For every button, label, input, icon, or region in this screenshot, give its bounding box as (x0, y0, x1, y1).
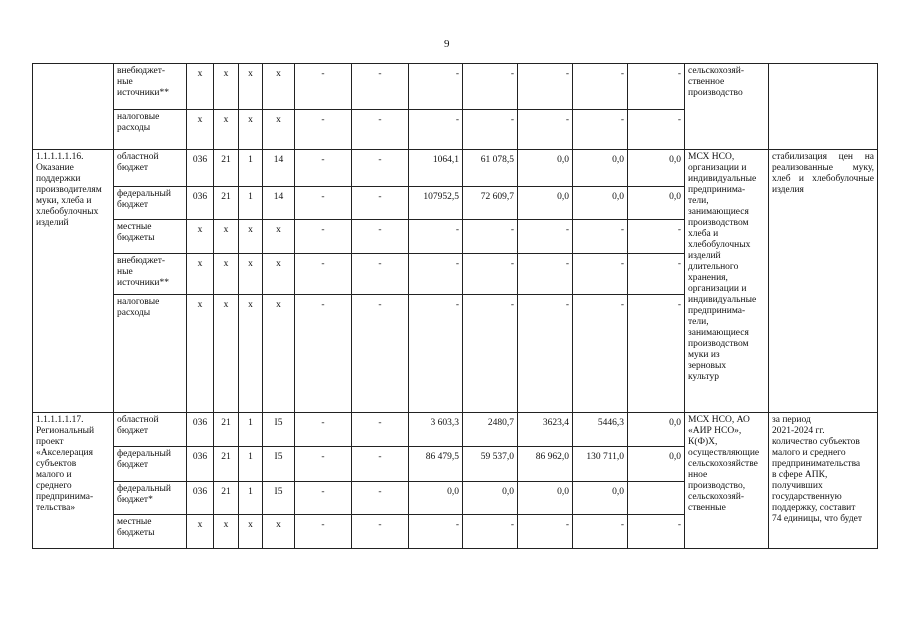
result-cell (769, 64, 878, 150)
value-cell-rz: 21 (214, 150, 239, 187)
value-cell-grbs: 036 (187, 187, 214, 220)
value-cell-v4: 72 609,7 (463, 187, 518, 220)
value-cell-v2: - (352, 220, 409, 254)
value-cell-v2: - (352, 447, 409, 482)
value-cell-v7: - (628, 295, 685, 413)
value-cell-v7: - (628, 220, 685, 254)
value-cell-v7: 0,0 (628, 150, 685, 187)
value-cell-csr: I5 (263, 447, 295, 482)
value-cell-v5: - (518, 110, 573, 150)
value-cell-pr: 1 (239, 413, 263, 447)
funding-source-cell: областной бюджет (114, 150, 187, 187)
value-cell-v7 (628, 482, 685, 515)
value-cell-v2: - (352, 254, 409, 295)
value-cell-v6: 130 711,0 (573, 447, 628, 482)
value-cell-v2: - (352, 64, 409, 110)
value-cell-v4: - (463, 110, 518, 150)
table-row (33, 64, 878, 110)
value-cell-v6: 0,0 (573, 187, 628, 220)
value-cell-grbs: x (187, 295, 214, 413)
value-cell-v1: - (295, 482, 352, 515)
value-cell-v2: - (352, 150, 409, 187)
value-cell-grbs: x (187, 220, 214, 254)
funding-source-cell: налоговые расходы (114, 110, 187, 150)
value-cell-v4: - (463, 254, 518, 295)
value-cell-v7: 0,0 (628, 447, 685, 482)
value-cell-v5: - (518, 515, 573, 549)
value-cell-v1: - (295, 413, 352, 447)
value-cell-csr: x (263, 295, 295, 413)
value-cell-v1: - (295, 150, 352, 187)
value-cell-v3: 107952,5 (409, 187, 463, 220)
event-name-cell: 1.1.1.1.1.16. Оказание поддержки производителям муки, хлеба и хлебобулочных изделий (33, 150, 114, 413)
value-cell-csr: x (263, 110, 295, 150)
value-cell-v1: - (295, 187, 352, 220)
value-cell-grbs: x (187, 110, 214, 150)
value-cell-rz: 21 (214, 447, 239, 482)
value-cell-pr: 1 (239, 482, 263, 515)
value-cell-v7: - (628, 110, 685, 150)
value-cell-csr: x (263, 220, 295, 254)
value-cell-grbs: x (187, 515, 214, 549)
result-cell: стабилизация цен на реализованные муку, хлеб и хлебобулочные изделия (769, 150, 878, 413)
value-cell-pr: 1 (239, 187, 263, 220)
table-row (33, 413, 878, 447)
value-cell-rz: x (214, 220, 239, 254)
value-cell-v4: 2480,7 (463, 413, 518, 447)
value-cell-v6: - (573, 254, 628, 295)
funding-source-cell: областной бюджет (114, 413, 187, 447)
value-cell-pr: x (239, 254, 263, 295)
value-cell-pr: 1 (239, 447, 263, 482)
value-cell-v6: - (573, 295, 628, 413)
value-cell-rz: 21 (214, 187, 239, 220)
value-cell-rz: 21 (214, 413, 239, 447)
value-cell-v7: - (628, 515, 685, 549)
value-cell-v6: 5446,3 (573, 413, 628, 447)
value-cell-rz: x (214, 515, 239, 549)
value-cell-v3: 86 479,5 (409, 447, 463, 482)
value-cell-rz: x (214, 110, 239, 150)
value-cell-v5: - (518, 295, 573, 413)
value-cell-v2: - (352, 482, 409, 515)
value-cell-v4: - (463, 515, 518, 549)
executor-cell: МСХ НСО, организации и индивидуальные предпринима- тели, занимающиеся производством хлеба и хлебобулочных изделий длительного хранения, организации и индивидуальные предпринима- тели, занимающиеся производством муки из зерновых культур (685, 150, 769, 413)
value-cell-v4: - (463, 220, 518, 254)
funding-source-cell: местные бюджеты (114, 515, 187, 549)
funding-source-cell: федеральный бюджет* (114, 482, 187, 515)
executor-cell: МСХ НСО, АО «АИР НСО», К(Ф)Х, осуществляющие сельскохозяйстве нное производство, сельскохозяй- ственные (685, 413, 769, 549)
value-cell-grbs: 036 (187, 413, 214, 447)
value-cell-v1: - (295, 295, 352, 413)
value-cell-rz: x (214, 64, 239, 110)
value-cell-v7: - (628, 254, 685, 295)
value-cell-csr: 14 (263, 187, 295, 220)
value-cell-csr: I5 (263, 482, 295, 515)
value-cell-v3: 0,0 (409, 482, 463, 515)
event-name-cell: 1.1.1.1.1.17. Региональный проект «Акселерация субъектов малого и среднего предпринима- тельства» (33, 413, 114, 549)
value-cell-v2: - (352, 413, 409, 447)
value-cell-v5: - (518, 254, 573, 295)
value-cell-v6: - (573, 220, 628, 254)
value-cell-csr: x (263, 64, 295, 110)
value-cell-grbs: 036 (187, 150, 214, 187)
value-cell-pr: x (239, 64, 263, 110)
value-cell-v1: - (295, 64, 352, 110)
result-cell: за период 2021-2024 гг. количество субъектов малого и среднего предпринимательства в сфере АПК, получивших государственную поддержку, составит 74 единицы, что будет (769, 413, 878, 549)
value-cell-pr: x (239, 110, 263, 150)
value-cell-v1: - (295, 515, 352, 549)
value-cell-pr: x (239, 220, 263, 254)
value-cell-v2: - (352, 515, 409, 549)
value-cell-v7: - (628, 64, 685, 110)
value-cell-v6: - (573, 110, 628, 150)
value-cell-grbs: x (187, 254, 214, 295)
value-cell-v2: - (352, 110, 409, 150)
value-cell-v3: - (409, 220, 463, 254)
value-cell-v6: 0,0 (573, 482, 628, 515)
value-cell-v3: - (409, 110, 463, 150)
page-number: 9 (444, 38, 450, 50)
value-cell-v7: 0,0 (628, 187, 685, 220)
value-cell-v4: - (463, 64, 518, 110)
value-cell-v5: 0,0 (518, 187, 573, 220)
value-cell-v4: 61 078,5 (463, 150, 518, 187)
funding-source-cell: местные бюджеты (114, 220, 187, 254)
value-cell-grbs: 036 (187, 447, 214, 482)
value-cell-csr: 14 (263, 150, 295, 187)
value-cell-csr: x (263, 254, 295, 295)
value-cell-v5: - (518, 220, 573, 254)
value-cell-v6: - (573, 64, 628, 110)
value-cell-v7: 0,0 (628, 413, 685, 447)
funding-source-cell: внебюджет- ные источники** (114, 64, 187, 110)
funding-source-cell: федеральный бюджет (114, 187, 187, 220)
value-cell-v4: 0,0 (463, 482, 518, 515)
value-cell-rz: 21 (214, 482, 239, 515)
value-cell-grbs: x (187, 64, 214, 110)
value-cell-pr: x (239, 515, 263, 549)
value-cell-v5: - (518, 64, 573, 110)
value-cell-v3: - (409, 295, 463, 413)
value-cell-v1: - (295, 447, 352, 482)
value-cell-rz: x (214, 295, 239, 413)
value-cell-v6: 0,0 (573, 150, 628, 187)
value-cell-v3: 1064,1 (409, 150, 463, 187)
value-cell-v1: - (295, 220, 352, 254)
value-cell-v5: 3623,4 (518, 413, 573, 447)
value-cell-v5: 86 962,0 (518, 447, 573, 482)
value-cell-pr: 1 (239, 150, 263, 187)
value-cell-v1: - (295, 110, 352, 150)
value-cell-v5: 0,0 (518, 150, 573, 187)
value-cell-grbs: 036 (187, 482, 214, 515)
value-cell-v3: - (409, 254, 463, 295)
value-cell-pr: x (239, 295, 263, 413)
value-cell-rz: x (214, 254, 239, 295)
value-cell-csr: x (263, 515, 295, 549)
value-cell-v3: 3 603,3 (409, 413, 463, 447)
value-cell-v2: - (352, 187, 409, 220)
program-table (32, 63, 878, 549)
value-cell-v1: - (295, 254, 352, 295)
funding-source-cell: федеральный бюджет (114, 447, 187, 482)
funding-source-cell: внебюджет- ные источники** (114, 254, 187, 295)
table-row (33, 150, 878, 187)
value-cell-v3: - (409, 64, 463, 110)
value-cell-v2: - (352, 295, 409, 413)
event-name-cell (33, 64, 114, 150)
funding-source-cell: налоговые расходы (114, 295, 187, 413)
executor-cell: сельскохозяй- ственное производство (685, 64, 769, 150)
table-body (33, 64, 878, 549)
value-cell-v6: - (573, 515, 628, 549)
value-cell-v5: 0,0 (518, 482, 573, 515)
value-cell-csr: I5 (263, 413, 295, 447)
value-cell-v4: - (463, 295, 518, 413)
value-cell-v3: - (409, 515, 463, 549)
value-cell-v4: 59 537,0 (463, 447, 518, 482)
